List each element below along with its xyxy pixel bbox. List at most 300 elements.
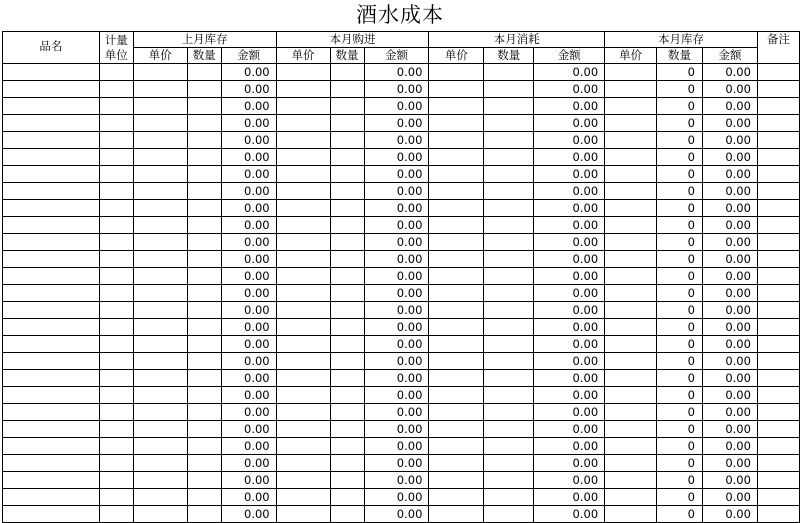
cell-prev-qty[interactable] xyxy=(187,421,221,438)
cell-consume-amount[interactable]: 0.00 xyxy=(534,115,605,132)
cell-purchase-qty[interactable] xyxy=(330,183,364,200)
cell-end-price[interactable] xyxy=(605,183,657,200)
cell-consume-qty[interactable] xyxy=(484,64,534,81)
cell-prev-price[interactable] xyxy=(133,370,187,387)
cell-end-qty[interactable]: 0 xyxy=(657,98,703,115)
cell-note[interactable] xyxy=(757,166,799,183)
cell-end-amount[interactable]: 0.00 xyxy=(703,64,758,81)
cell-prev-qty[interactable] xyxy=(187,506,221,523)
cell-end-amount[interactable]: 0.00 xyxy=(703,285,758,302)
cell-purchase-amount[interactable]: 0.00 xyxy=(364,404,429,421)
cell-unit[interactable] xyxy=(99,64,133,81)
cell-note[interactable] xyxy=(757,251,799,268)
cell-purchase-qty[interactable] xyxy=(330,217,364,234)
cell-item-name[interactable] xyxy=(3,251,100,268)
cell-prev-amount[interactable]: 0.00 xyxy=(221,81,276,98)
cell-note[interactable] xyxy=(757,81,799,98)
cell-end-price[interactable] xyxy=(605,166,657,183)
cell-end-qty[interactable]: 0 xyxy=(657,149,703,166)
cell-end-amount[interactable]: 0.00 xyxy=(703,489,758,506)
cell-purchase-amount[interactable]: 0.00 xyxy=(364,98,429,115)
cell-purchase-qty[interactable] xyxy=(330,404,364,421)
cell-consume-amount[interactable]: 0.00 xyxy=(534,370,605,387)
cell-item-name[interactable] xyxy=(3,115,100,132)
cell-end-qty[interactable]: 0 xyxy=(657,166,703,183)
cell-prev-amount[interactable]: 0.00 xyxy=(221,217,276,234)
cell-note[interactable] xyxy=(757,353,799,370)
cell-purchase-price[interactable] xyxy=(276,166,330,183)
cell-purchase-qty[interactable] xyxy=(330,472,364,489)
cell-prev-amount[interactable]: 0.00 xyxy=(221,353,276,370)
cell-consume-price[interactable] xyxy=(429,132,484,149)
cell-consume-qty[interactable] xyxy=(484,489,534,506)
cell-note[interactable] xyxy=(757,421,799,438)
cell-unit[interactable] xyxy=(99,285,133,302)
cell-item-name[interactable] xyxy=(3,336,100,353)
cell-end-qty[interactable]: 0 xyxy=(657,438,703,455)
cell-end-qty[interactable]: 0 xyxy=(657,336,703,353)
cell-consume-qty[interactable] xyxy=(484,421,534,438)
cell-end-amount[interactable]: 0.00 xyxy=(703,302,758,319)
cell-purchase-qty[interactable] xyxy=(330,438,364,455)
cell-prev-price[interactable] xyxy=(133,285,187,302)
cell-prev-price[interactable] xyxy=(133,132,187,149)
cell-item-name[interactable] xyxy=(3,319,100,336)
cell-end-qty[interactable]: 0 xyxy=(657,234,703,251)
cell-prev-qty[interactable] xyxy=(187,115,221,132)
cell-prev-amount[interactable]: 0.00 xyxy=(221,183,276,200)
cell-note[interactable] xyxy=(757,149,799,166)
cell-prev-price[interactable] xyxy=(133,64,187,81)
cell-consume-qty[interactable] xyxy=(484,166,534,183)
cell-prev-amount[interactable]: 0.00 xyxy=(221,166,276,183)
cell-purchase-amount[interactable]: 0.00 xyxy=(364,472,429,489)
cell-end-amount[interactable]: 0.00 xyxy=(703,506,758,523)
cell-consume-price[interactable] xyxy=(429,404,484,421)
cell-consume-amount[interactable]: 0.00 xyxy=(534,353,605,370)
cell-consume-qty[interactable] xyxy=(484,268,534,285)
cell-item-name[interactable] xyxy=(3,132,100,149)
cell-end-qty[interactable]: 0 xyxy=(657,217,703,234)
cell-end-amount[interactable]: 0.00 xyxy=(703,166,758,183)
cell-purchase-qty[interactable] xyxy=(330,285,364,302)
cell-prev-price[interactable] xyxy=(133,98,187,115)
cell-end-amount[interactable]: 0.00 xyxy=(703,438,758,455)
cell-consume-amount[interactable]: 0.00 xyxy=(534,183,605,200)
cell-purchase-amount[interactable]: 0.00 xyxy=(364,489,429,506)
cell-prev-amount[interactable]: 0.00 xyxy=(221,336,276,353)
cell-purchase-qty[interactable] xyxy=(330,387,364,404)
cell-end-price[interactable] xyxy=(605,404,657,421)
cell-consume-amount[interactable]: 0.00 xyxy=(534,455,605,472)
cell-consume-amount[interactable]: 0.00 xyxy=(534,166,605,183)
cell-prev-qty[interactable] xyxy=(187,132,221,149)
cell-item-name[interactable] xyxy=(3,183,100,200)
cell-note[interactable] xyxy=(757,438,799,455)
cell-note[interactable] xyxy=(757,217,799,234)
cell-consume-qty[interactable] xyxy=(484,234,534,251)
cell-purchase-amount[interactable]: 0.00 xyxy=(364,336,429,353)
cell-prev-qty[interactable] xyxy=(187,404,221,421)
cell-item-name[interactable] xyxy=(3,268,100,285)
cell-consume-price[interactable] xyxy=(429,438,484,455)
cell-purchase-amount[interactable]: 0.00 xyxy=(364,149,429,166)
cell-purchase-price[interactable] xyxy=(276,421,330,438)
cell-purchase-amount[interactable]: 0.00 xyxy=(364,64,429,81)
cell-item-name[interactable] xyxy=(3,455,100,472)
cell-end-amount[interactable]: 0.00 xyxy=(703,336,758,353)
cell-end-price[interactable] xyxy=(605,336,657,353)
cell-end-amount[interactable]: 0.00 xyxy=(703,217,758,234)
cell-prev-amount[interactable]: 0.00 xyxy=(221,149,276,166)
cell-item-name[interactable] xyxy=(3,370,100,387)
cell-prev-amount[interactable]: 0.00 xyxy=(221,200,276,217)
cell-item-name[interactable] xyxy=(3,421,100,438)
cell-item-name[interactable] xyxy=(3,506,100,523)
cell-purchase-amount[interactable]: 0.00 xyxy=(364,370,429,387)
cell-end-amount[interactable]: 0.00 xyxy=(703,149,758,166)
cell-purchase-qty[interactable] xyxy=(330,268,364,285)
cell-purchase-amount[interactable]: 0.00 xyxy=(364,285,429,302)
cell-prev-price[interactable] xyxy=(133,166,187,183)
cell-purchase-price[interactable] xyxy=(276,336,330,353)
cell-purchase-price[interactable] xyxy=(276,370,330,387)
cell-purchase-price[interactable] xyxy=(276,98,330,115)
cell-purchase-price[interactable] xyxy=(276,353,330,370)
cell-note[interactable] xyxy=(757,285,799,302)
cell-purchase-amount[interactable]: 0.00 xyxy=(364,251,429,268)
cell-item-name[interactable] xyxy=(3,166,100,183)
cell-purchase-qty[interactable] xyxy=(330,302,364,319)
cell-consume-price[interactable] xyxy=(429,285,484,302)
cell-prev-price[interactable] xyxy=(133,183,187,200)
cell-consume-amount[interactable]: 0.00 xyxy=(534,234,605,251)
cell-purchase-qty[interactable] xyxy=(330,200,364,217)
cell-consume-amount[interactable]: 0.00 xyxy=(534,81,605,98)
cell-purchase-price[interactable] xyxy=(276,81,330,98)
cell-end-qty[interactable]: 0 xyxy=(657,353,703,370)
cell-unit[interactable] xyxy=(99,251,133,268)
cell-purchase-qty[interactable] xyxy=(330,319,364,336)
cell-purchase-amount[interactable]: 0.00 xyxy=(364,353,429,370)
cell-item-name[interactable] xyxy=(3,200,100,217)
cell-purchase-amount[interactable]: 0.00 xyxy=(364,234,429,251)
cell-consume-price[interactable] xyxy=(429,166,484,183)
cell-prev-price[interactable] xyxy=(133,404,187,421)
cell-prev-qty[interactable] xyxy=(187,302,221,319)
cell-purchase-qty[interactable] xyxy=(330,455,364,472)
cell-note[interactable] xyxy=(757,387,799,404)
cell-consume-price[interactable] xyxy=(429,387,484,404)
cell-end-price[interactable] xyxy=(605,234,657,251)
cell-consume-amount[interactable]: 0.00 xyxy=(534,149,605,166)
cell-prev-amount[interactable]: 0.00 xyxy=(221,472,276,489)
cell-purchase-amount[interactable]: 0.00 xyxy=(364,421,429,438)
cell-consume-amount[interactable]: 0.00 xyxy=(534,64,605,81)
cell-consume-qty[interactable] xyxy=(484,370,534,387)
cell-end-price[interactable] xyxy=(605,421,657,438)
cell-item-name[interactable] xyxy=(3,438,100,455)
cell-purchase-amount[interactable]: 0.00 xyxy=(364,81,429,98)
cell-unit[interactable] xyxy=(99,472,133,489)
cell-consume-qty[interactable] xyxy=(484,98,534,115)
cell-end-qty[interactable]: 0 xyxy=(657,404,703,421)
cell-purchase-amount[interactable]: 0.00 xyxy=(364,200,429,217)
cell-item-name[interactable] xyxy=(3,217,100,234)
cell-purchase-qty[interactable] xyxy=(330,166,364,183)
cell-end-price[interactable] xyxy=(605,319,657,336)
cell-end-price[interactable] xyxy=(605,387,657,404)
cell-consume-price[interactable] xyxy=(429,98,484,115)
cell-consume-price[interactable] xyxy=(429,251,484,268)
cell-end-price[interactable] xyxy=(605,455,657,472)
cell-note[interactable] xyxy=(757,370,799,387)
cell-end-price[interactable] xyxy=(605,81,657,98)
cell-consume-qty[interactable] xyxy=(484,285,534,302)
cell-consume-qty[interactable] xyxy=(484,149,534,166)
cell-purchase-amount[interactable]: 0.00 xyxy=(364,115,429,132)
cell-purchase-price[interactable] xyxy=(276,472,330,489)
cell-purchase-qty[interactable] xyxy=(330,81,364,98)
cell-end-price[interactable] xyxy=(605,217,657,234)
cell-prev-amount[interactable]: 0.00 xyxy=(221,506,276,523)
cell-purchase-price[interactable] xyxy=(276,438,330,455)
cell-unit[interactable] xyxy=(99,166,133,183)
cell-consume-qty[interactable] xyxy=(484,455,534,472)
cell-consume-price[interactable] xyxy=(429,234,484,251)
cell-note[interactable] xyxy=(757,302,799,319)
cell-note[interactable] xyxy=(757,200,799,217)
cell-prev-price[interactable] xyxy=(133,472,187,489)
cell-consume-price[interactable] xyxy=(429,268,484,285)
cell-purchase-qty[interactable] xyxy=(330,132,364,149)
cell-item-name[interactable] xyxy=(3,404,100,421)
cell-prev-price[interactable] xyxy=(133,115,187,132)
cell-end-qty[interactable]: 0 xyxy=(657,200,703,217)
cell-consume-qty[interactable] xyxy=(484,132,534,149)
cell-unit[interactable] xyxy=(99,149,133,166)
cell-item-name[interactable] xyxy=(3,234,100,251)
cell-purchase-amount[interactable]: 0.00 xyxy=(364,506,429,523)
cell-prev-amount[interactable]: 0.00 xyxy=(221,455,276,472)
cell-prev-price[interactable] xyxy=(133,353,187,370)
cell-item-name[interactable] xyxy=(3,472,100,489)
cell-note[interactable] xyxy=(757,489,799,506)
cell-unit[interactable] xyxy=(99,132,133,149)
cell-prev-amount[interactable]: 0.00 xyxy=(221,302,276,319)
cell-end-amount[interactable]: 0.00 xyxy=(703,455,758,472)
cell-consume-qty[interactable] xyxy=(484,438,534,455)
cell-consume-amount[interactable]: 0.00 xyxy=(534,438,605,455)
cell-prev-amount[interactable]: 0.00 xyxy=(221,64,276,81)
cell-prev-qty[interactable] xyxy=(187,489,221,506)
cell-consume-qty[interactable] xyxy=(484,472,534,489)
cell-consume-amount[interactable]: 0.00 xyxy=(534,268,605,285)
cell-end-amount[interactable]: 0.00 xyxy=(703,387,758,404)
cell-purchase-qty[interactable] xyxy=(330,98,364,115)
cell-purchase-price[interactable] xyxy=(276,302,330,319)
cell-consume-price[interactable] xyxy=(429,489,484,506)
cell-note[interactable] xyxy=(757,183,799,200)
cell-end-amount[interactable]: 0.00 xyxy=(703,472,758,489)
cell-end-qty[interactable]: 0 xyxy=(657,268,703,285)
cell-consume-qty[interactable] xyxy=(484,183,534,200)
cell-note[interactable] xyxy=(757,506,799,523)
cell-prev-qty[interactable] xyxy=(187,455,221,472)
cell-purchase-price[interactable] xyxy=(276,115,330,132)
cell-end-amount[interactable]: 0.00 xyxy=(703,132,758,149)
cell-prev-price[interactable] xyxy=(133,438,187,455)
cell-end-price[interactable] xyxy=(605,98,657,115)
cell-purchase-price[interactable] xyxy=(276,183,330,200)
cell-unit[interactable] xyxy=(99,489,133,506)
cell-consume-qty[interactable] xyxy=(484,81,534,98)
cell-end-price[interactable] xyxy=(605,115,657,132)
cell-purchase-price[interactable] xyxy=(276,200,330,217)
cell-prev-qty[interactable] xyxy=(187,472,221,489)
cell-prev-qty[interactable] xyxy=(187,217,221,234)
cell-end-qty[interactable]: 0 xyxy=(657,251,703,268)
cell-prev-amount[interactable]: 0.00 xyxy=(221,268,276,285)
cell-unit[interactable] xyxy=(99,353,133,370)
cell-end-amount[interactable]: 0.00 xyxy=(703,98,758,115)
cell-consume-qty[interactable] xyxy=(484,217,534,234)
cell-end-qty[interactable]: 0 xyxy=(657,472,703,489)
cell-end-qty[interactable]: 0 xyxy=(657,489,703,506)
cell-note[interactable] xyxy=(757,472,799,489)
cell-consume-amount[interactable]: 0.00 xyxy=(534,132,605,149)
cell-end-price[interactable] xyxy=(605,353,657,370)
cell-prev-amount[interactable]: 0.00 xyxy=(221,404,276,421)
cell-consume-amount[interactable]: 0.00 xyxy=(534,421,605,438)
cell-consume-amount[interactable]: 0.00 xyxy=(534,404,605,421)
cell-end-price[interactable] xyxy=(605,64,657,81)
cell-consume-qty[interactable] xyxy=(484,353,534,370)
cell-item-name[interactable] xyxy=(3,387,100,404)
cell-purchase-price[interactable] xyxy=(276,285,330,302)
cell-item-name[interactable] xyxy=(3,149,100,166)
cell-consume-qty[interactable] xyxy=(484,115,534,132)
cell-note[interactable] xyxy=(757,98,799,115)
cell-purchase-qty[interactable] xyxy=(330,370,364,387)
cell-unit[interactable] xyxy=(99,506,133,523)
cell-note[interactable] xyxy=(757,336,799,353)
cell-purchase-amount[interactable]: 0.00 xyxy=(364,438,429,455)
cell-end-price[interactable] xyxy=(605,149,657,166)
cell-consume-qty[interactable] xyxy=(484,200,534,217)
cell-purchase-price[interactable] xyxy=(276,217,330,234)
cell-end-amount[interactable]: 0.00 xyxy=(703,81,758,98)
cell-consume-price[interactable] xyxy=(429,370,484,387)
cell-prev-qty[interactable] xyxy=(187,234,221,251)
cell-consume-amount[interactable]: 0.00 xyxy=(534,336,605,353)
cell-consume-qty[interactable] xyxy=(484,336,534,353)
cell-end-price[interactable] xyxy=(605,268,657,285)
cell-end-amount[interactable]: 0.00 xyxy=(703,115,758,132)
cell-purchase-price[interactable] xyxy=(276,132,330,149)
cell-prev-qty[interactable] xyxy=(187,251,221,268)
cell-end-qty[interactable]: 0 xyxy=(657,81,703,98)
cell-end-price[interactable] xyxy=(605,472,657,489)
cell-purchase-qty[interactable] xyxy=(330,506,364,523)
cell-end-amount[interactable]: 0.00 xyxy=(703,370,758,387)
cell-purchase-qty[interactable] xyxy=(330,489,364,506)
cell-note[interactable] xyxy=(757,132,799,149)
cell-consume-amount[interactable]: 0.00 xyxy=(534,217,605,234)
cell-end-amount[interactable]: 0.00 xyxy=(703,353,758,370)
cell-item-name[interactable] xyxy=(3,302,100,319)
cell-end-price[interactable] xyxy=(605,132,657,149)
cell-purchase-qty[interactable] xyxy=(330,149,364,166)
cell-prev-amount[interactable]: 0.00 xyxy=(221,438,276,455)
cell-prev-price[interactable] xyxy=(133,455,187,472)
cell-purchase-amount[interactable]: 0.00 xyxy=(364,166,429,183)
cell-consume-qty[interactable] xyxy=(484,302,534,319)
cell-consume-price[interactable] xyxy=(429,217,484,234)
cell-consume-amount[interactable]: 0.00 xyxy=(534,319,605,336)
cell-prev-qty[interactable] xyxy=(187,319,221,336)
cell-purchase-price[interactable] xyxy=(276,319,330,336)
cell-consume-price[interactable] xyxy=(429,64,484,81)
cell-end-price[interactable] xyxy=(605,302,657,319)
cell-consume-amount[interactable]: 0.00 xyxy=(534,489,605,506)
cell-consume-qty[interactable] xyxy=(484,319,534,336)
cell-end-qty[interactable]: 0 xyxy=(657,302,703,319)
cell-item-name[interactable] xyxy=(3,489,100,506)
cell-end-price[interactable] xyxy=(605,285,657,302)
cell-end-qty[interactable]: 0 xyxy=(657,64,703,81)
cell-purchase-amount[interactable]: 0.00 xyxy=(364,268,429,285)
cell-consume-price[interactable] xyxy=(429,302,484,319)
cell-consume-qty[interactable] xyxy=(484,251,534,268)
cell-end-amount[interactable]: 0.00 xyxy=(703,404,758,421)
cell-purchase-price[interactable] xyxy=(276,251,330,268)
cell-purchase-amount[interactable]: 0.00 xyxy=(364,183,429,200)
cell-end-qty[interactable]: 0 xyxy=(657,115,703,132)
cell-note[interactable] xyxy=(757,319,799,336)
cell-prev-price[interactable] xyxy=(133,81,187,98)
cell-end-qty[interactable]: 0 xyxy=(657,132,703,149)
cell-unit[interactable] xyxy=(99,234,133,251)
cell-consume-price[interactable] xyxy=(429,455,484,472)
cell-prev-amount[interactable]: 0.00 xyxy=(221,115,276,132)
cell-prev-price[interactable] xyxy=(133,319,187,336)
cell-consume-amount[interactable]: 0.00 xyxy=(534,200,605,217)
cell-purchase-price[interactable] xyxy=(276,64,330,81)
cell-end-amount[interactable]: 0.00 xyxy=(703,234,758,251)
cell-end-price[interactable] xyxy=(605,200,657,217)
cell-consume-qty[interactable] xyxy=(484,404,534,421)
cell-item-name[interactable] xyxy=(3,98,100,115)
cell-prev-amount[interactable]: 0.00 xyxy=(221,370,276,387)
cell-consume-price[interactable] xyxy=(429,183,484,200)
cell-prev-amount[interactable]: 0.00 xyxy=(221,132,276,149)
cell-purchase-price[interactable] xyxy=(276,506,330,523)
cell-purchase-amount[interactable]: 0.00 xyxy=(364,455,429,472)
cell-unit[interactable] xyxy=(99,183,133,200)
cell-end-qty[interactable]: 0 xyxy=(657,506,703,523)
cell-consume-qty[interactable] xyxy=(484,506,534,523)
cell-end-qty[interactable]: 0 xyxy=(657,285,703,302)
cell-unit[interactable] xyxy=(99,115,133,132)
cell-prev-qty[interactable] xyxy=(187,183,221,200)
cell-end-price[interactable] xyxy=(605,506,657,523)
cell-prev-amount[interactable]: 0.00 xyxy=(221,251,276,268)
cell-end-amount[interactable]: 0.00 xyxy=(703,421,758,438)
cell-unit[interactable] xyxy=(99,404,133,421)
cell-unit[interactable] xyxy=(99,421,133,438)
cell-consume-price[interactable] xyxy=(429,336,484,353)
